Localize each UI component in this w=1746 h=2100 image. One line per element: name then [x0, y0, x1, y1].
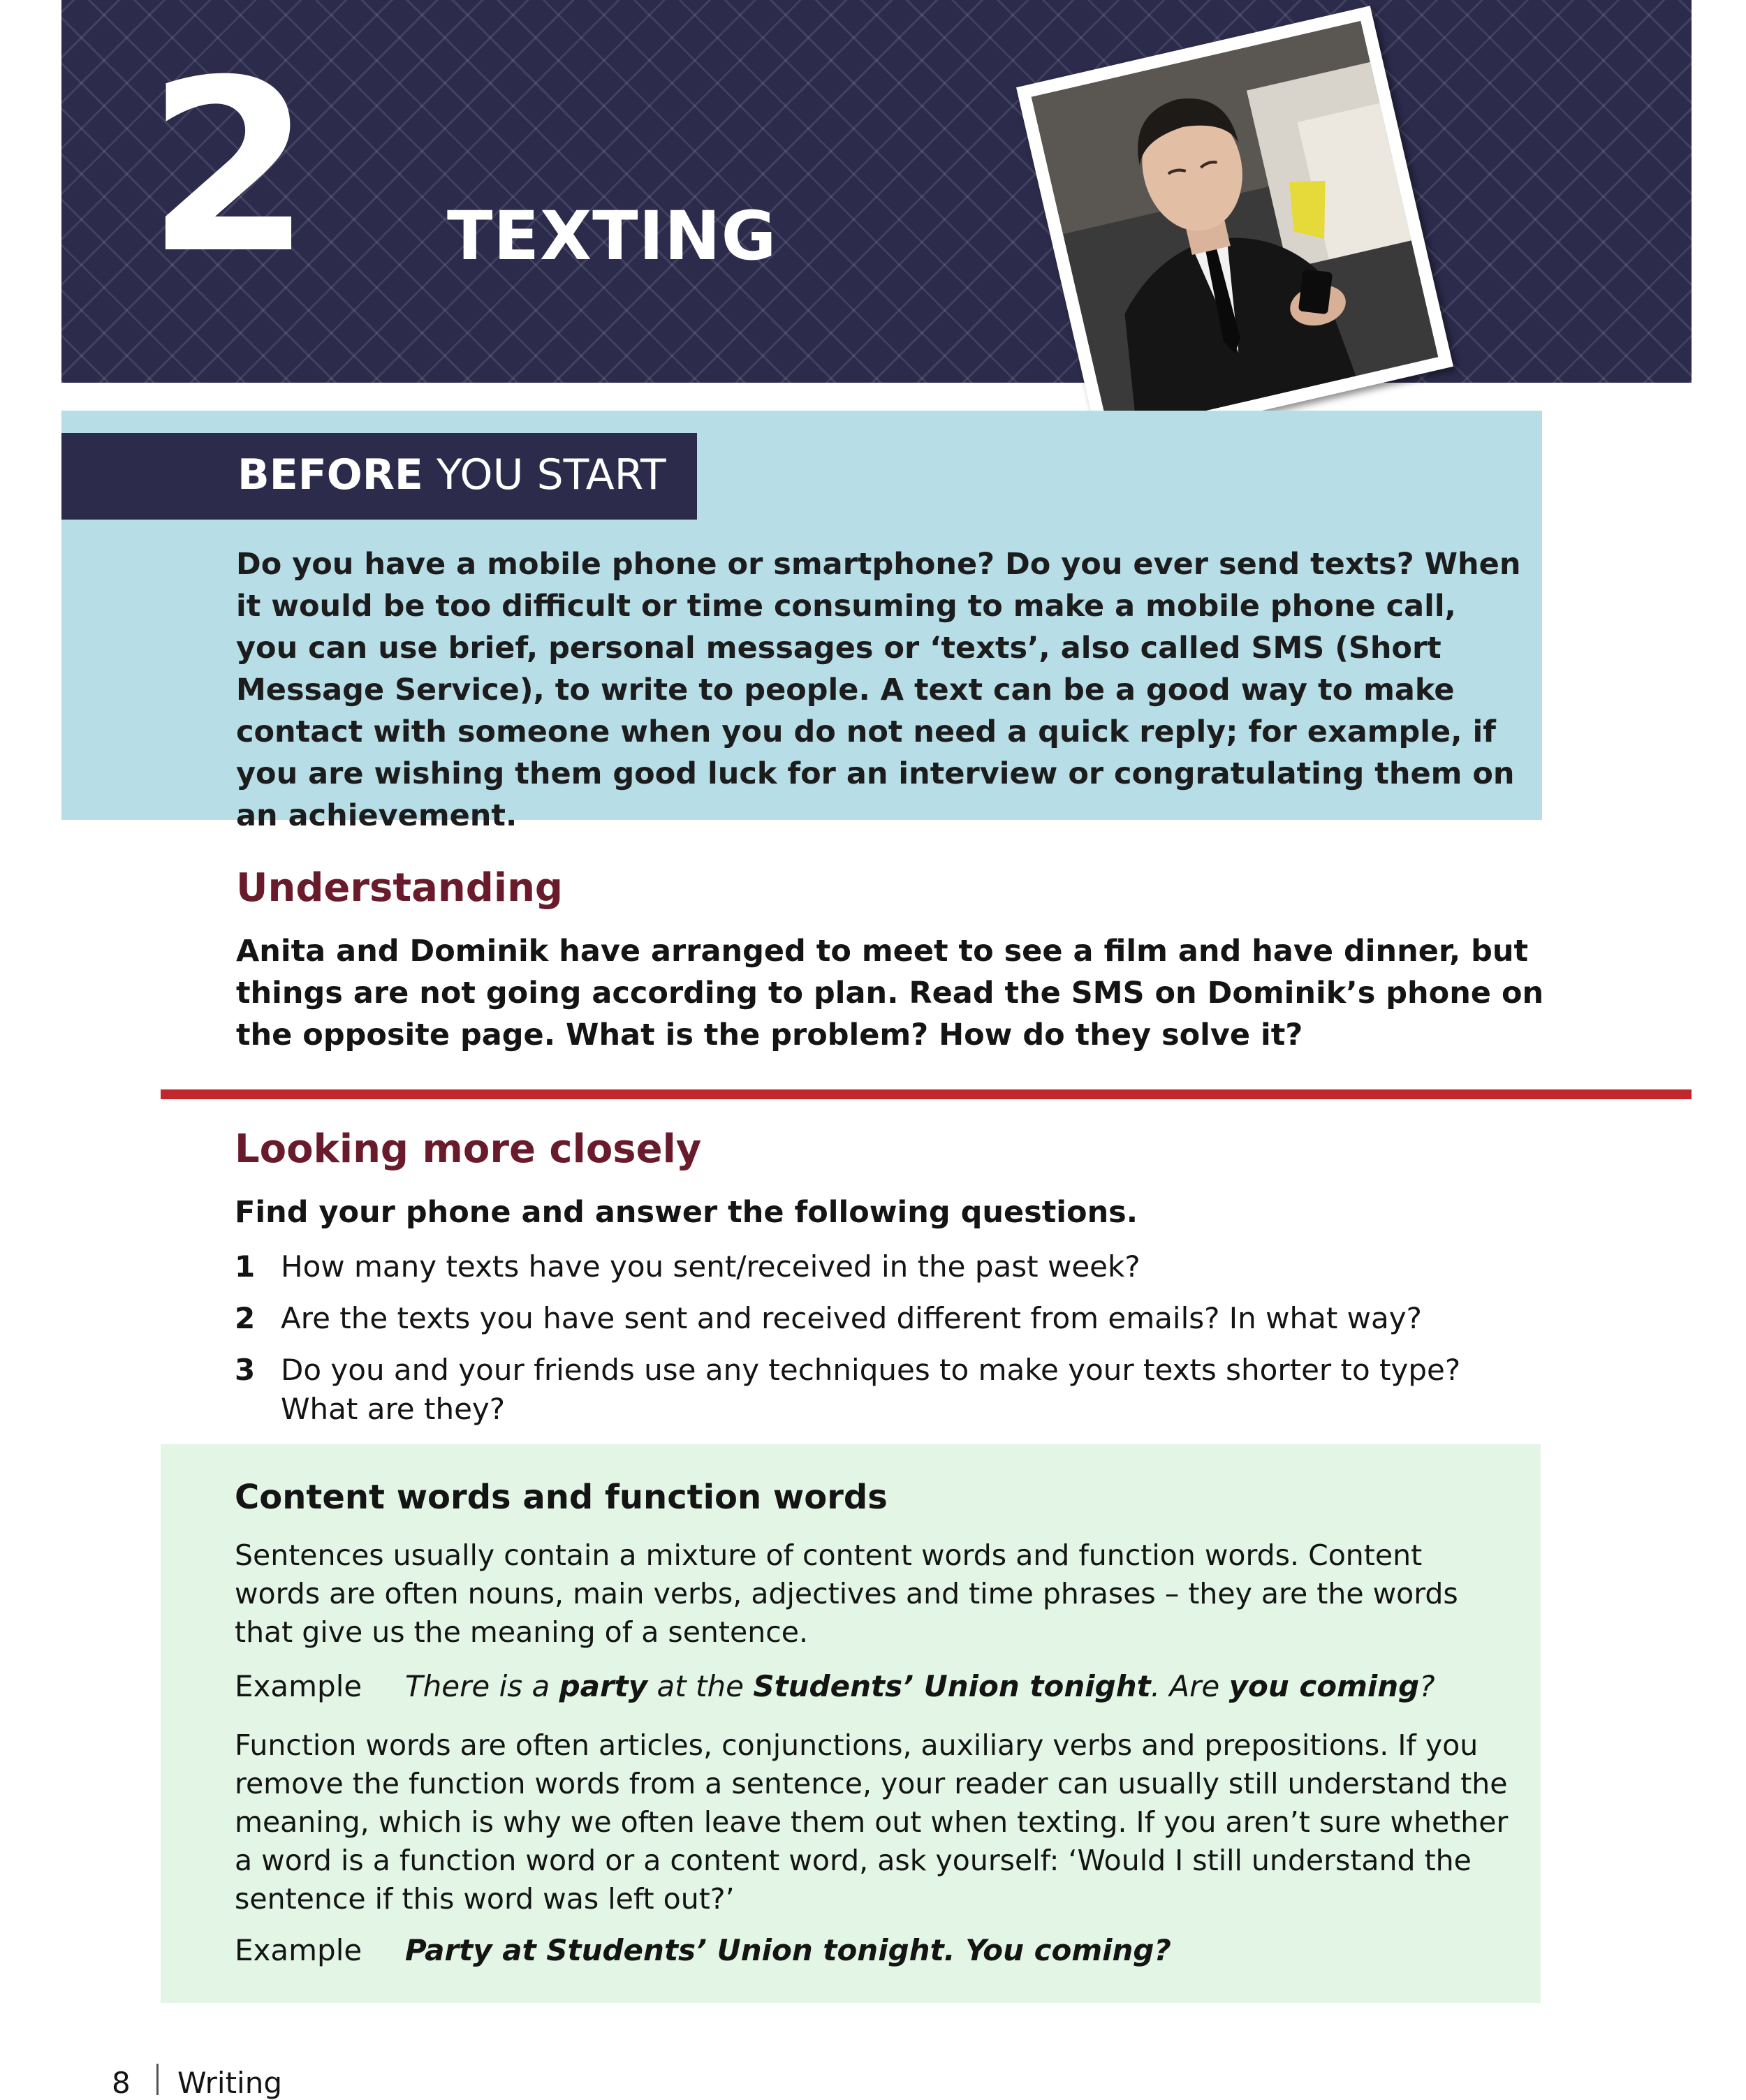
understanding-text: Anita and Dominik have arranged to meet to see a film and have dinner, but things are not going according to plan. Read the SMS on Dominik’s phone on the opposite page. What is the problem? How do they solve it? [236, 934, 1544, 1052]
before-you-start-text: Do you have a mobile phone or smartphone? Do you ever send texts? When it would be too difficult or time consuming to make a mobile phone call, you can use brief, personal messages or ‘texts’, also called SMS (Short Message Service), to write to people. A text can be a good way to make contact with someone when you do not need a quick reply; for example, if you are wishing them good luck for an interview or congratulating them on an achievement. [236, 547, 1521, 833]
before-you-start-heading [237, 450, 666, 499]
page-number: 8 [112, 2066, 131, 2100]
looking-more-closely-title: Looking more closely [235, 1126, 702, 1172]
question-number: 3 [235, 1353, 256, 1387]
question-number: 1 [235, 1249, 256, 1284]
content-words-title: Content words and function words [235, 1478, 888, 1517]
example-content-word: Students’ Union tonight [753, 1669, 1151, 1703]
heading-bold-part: BEFORE [237, 450, 423, 499]
understanding-title: Understanding [236, 865, 564, 911]
example-content-word: you coming [1228, 1669, 1420, 1703]
question-text: Are the texts you have sent and received different from emails? In what way? [281, 1301, 1422, 1335]
example-fragment: at the [647, 1669, 754, 1703]
example-fragment: ? [1419, 1669, 1435, 1703]
unit-number: 2 [147, 29, 312, 306]
content-words-box [161, 1444, 1541, 2003]
question-text: Do you and your friends use any techniques to make your texts shorter to type? What are they? [281, 1353, 1461, 1426]
unit-title: TEXTING [447, 197, 777, 275]
question-number: 2 [235, 1301, 256, 1335]
example-fragment: There is a [405, 1669, 559, 1703]
example-label: Example [235, 1933, 362, 1967]
example-1-text [405, 1669, 1435, 1703]
example-label: Example [235, 1669, 362, 1703]
content-words-paragraph-1: Sentences usually contain a mixture of content words and function words. Content words are often nouns, main verbs, adjectives and time phrases – they are the words that give us the meaning of a sentence. [235, 1539, 1458, 1649]
example-content-word: party [559, 1669, 648, 1703]
example-fragment: . Are [1150, 1669, 1229, 1703]
content-words-paragraph-2: Function words are often articles, conjunctions, auxiliary verbs and prepositions. If you remove the function words from a sentence, your reader can usually still understand the meaning, which is why we often leave them out when texting. If you aren’t sure whether a word is a function word or a content word, ask yourself: ‘Would I still understand the sentence if this word was left out?’ [235, 1728, 1509, 1916]
question-text: How many texts have you sent/received in the past week? [281, 1249, 1140, 1284]
book-title: Writing [177, 2066, 282, 2100]
footer-separator [156, 2064, 159, 2095]
heading-rest-part: YOU START [423, 450, 666, 499]
example-2-text: Party at Students’ Union tonight. You coming? [405, 1933, 1171, 1967]
section-divider [161, 1089, 1692, 1099]
looking-more-closely-instruction: Find your phone and answer the following questions. [235, 1195, 1138, 1230]
photo-illustration [1032, 21, 1439, 433]
